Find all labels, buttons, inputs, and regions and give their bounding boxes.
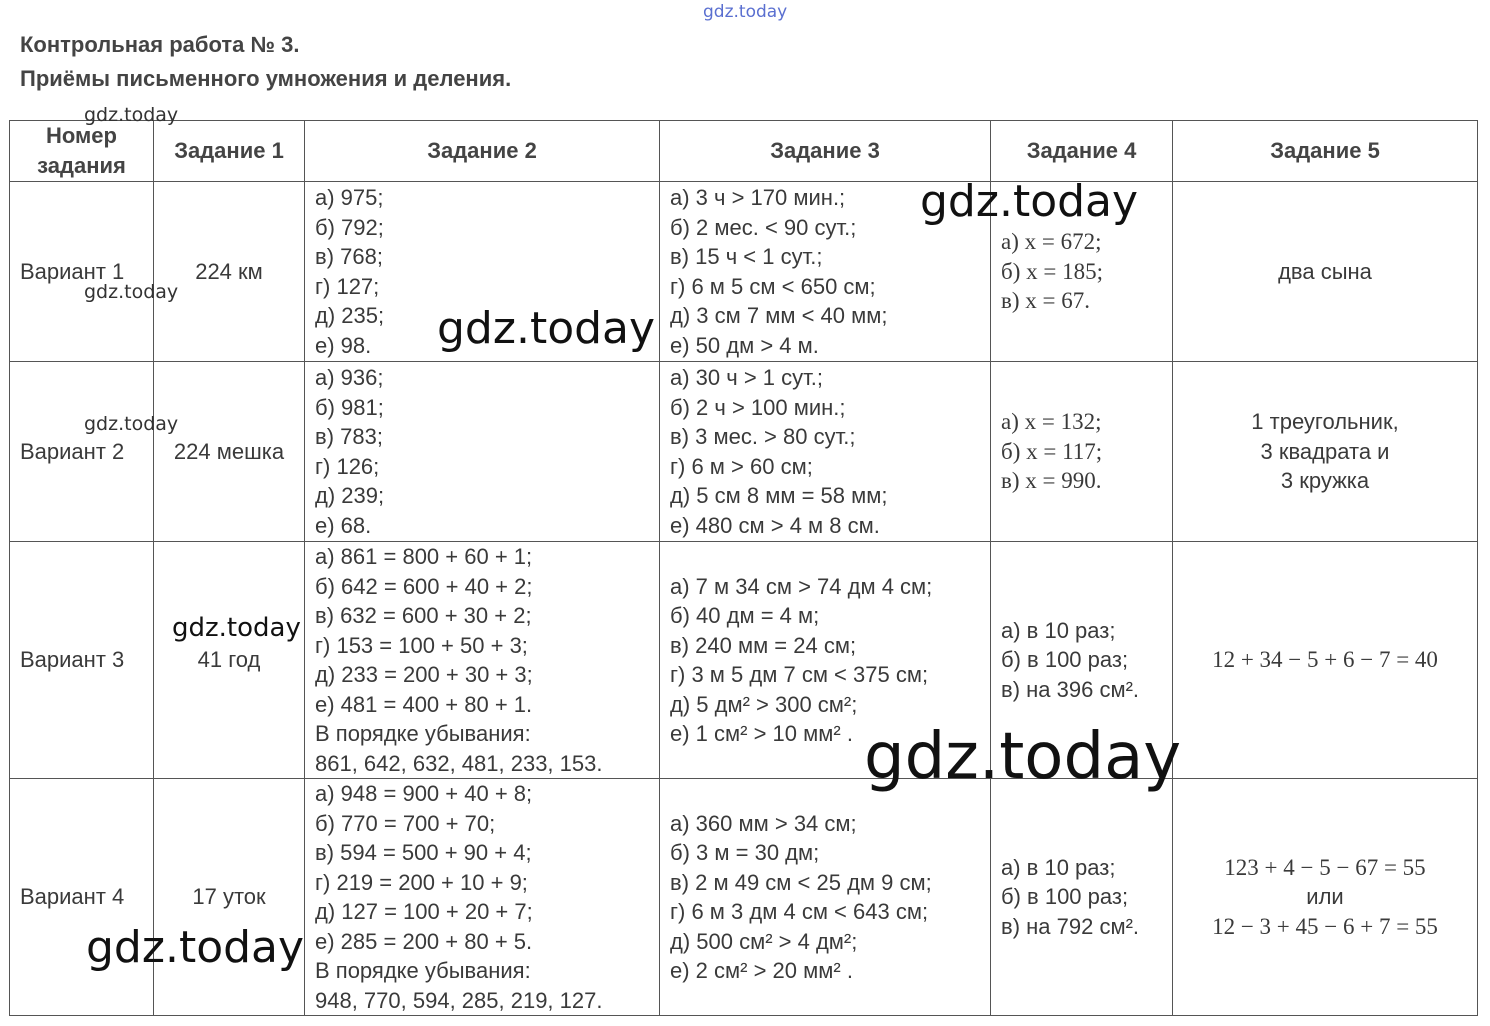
task1-cell: 224 мешка xyxy=(154,362,305,542)
cell-line: 123 + 4 − 5 − 67 = 55 xyxy=(1224,854,1426,880)
cell-line: б) в 100 раз; xyxy=(1001,884,1129,910)
task1-cell: 41 год xyxy=(154,542,305,779)
cell-line: а) в 10 раз; xyxy=(1001,854,1116,880)
cell-line: в) 15 ч < 1 сут.; xyxy=(670,244,823,269)
watermark-overlay: gdz.today xyxy=(920,176,1139,227)
watermark-top: gdz.today xyxy=(703,2,788,22)
cell-line: 1 треугольник, xyxy=(1251,409,1399,435)
cell-line: б) x = 117; xyxy=(1001,438,1103,464)
task2-cell xyxy=(305,779,660,1016)
variant-cell: Вариант 4 xyxy=(10,779,154,1016)
cell-line: г) 6 м 5 см < 650 см; xyxy=(670,273,876,299)
table-row xyxy=(10,542,1478,779)
task2-cell xyxy=(305,542,660,779)
task5-cell xyxy=(1173,182,1478,362)
cell-line: д) 3 см 7 мм < 40 мм; xyxy=(670,303,888,328)
watermark-overlay: gdz.today xyxy=(84,104,179,126)
header-task4: Задание 4 xyxy=(991,121,1173,182)
cell-line: в) 240 мм = 24 см; xyxy=(670,632,857,658)
cell-line: е) 50 дм > 4 м. xyxy=(670,332,819,358)
cell-line: е) 1 см² > 10 мм² . xyxy=(670,721,853,746)
header-task2: Задание 2 xyxy=(305,121,660,182)
cell-line: г) 3 м 5 дм 7 см < 375 см; xyxy=(670,662,929,687)
task3-cell xyxy=(660,779,991,1016)
cell-line: в) 594 = 500 + 90 + 4; xyxy=(315,840,532,865)
cell-line: а) 975; xyxy=(315,185,384,210)
variant-cell: Вариант 3 xyxy=(10,542,154,779)
cell-line: или xyxy=(1306,884,1344,910)
cell-line: д) 5 см 8 мм = 58 мм; xyxy=(670,483,888,508)
task5-cell xyxy=(1173,362,1478,542)
cell-line: 3 кружка xyxy=(1280,468,1370,494)
header-row xyxy=(10,121,1478,182)
cell-line: е) 2 см² > 20 мм² . xyxy=(670,958,853,983)
page-subtitle: Приёмы письменного умножения и деления. xyxy=(20,66,512,91)
cell-line: два сына xyxy=(1278,258,1372,284)
cell-line: 3 квадрата и xyxy=(1260,438,1390,464)
table-row xyxy=(10,362,1478,542)
cell-line: г) 126; xyxy=(315,453,380,479)
cell-line: в) x = 990. xyxy=(1001,468,1102,494)
cell-line: б) x = 185; xyxy=(1001,258,1103,284)
cell-line: в) 768; xyxy=(315,244,383,269)
cell-line: а) 7 м 34 см > 74 дм 4 см; xyxy=(670,573,933,599)
header-task5: Задание 5 xyxy=(1173,121,1478,182)
watermark-overlay: gdz.today xyxy=(172,613,301,643)
cell-line: б) 2 ч > 100 мин.; xyxy=(670,394,846,420)
task5-cell xyxy=(1173,779,1478,1016)
cell-line: а) в 10 раз; xyxy=(1001,617,1116,643)
cell-line: д) 233 = 200 + 30 + 3; xyxy=(315,662,533,687)
header-task1: Задание 1 xyxy=(154,121,305,182)
cell-line: б) в 100 раз; xyxy=(1001,647,1129,673)
cell-line: 861, 642, 632, 481, 233, 153. xyxy=(315,750,603,776)
header-task-number: Номер задания xyxy=(10,121,154,182)
watermark-overlay: gdz.today xyxy=(86,922,305,973)
task4-cell xyxy=(991,362,1173,542)
task3-cell xyxy=(660,182,991,362)
cell-line: в) 3 мес. > 80 сут.; xyxy=(670,424,856,449)
cell-line: б) 3 м = 30 дм; xyxy=(670,840,820,865)
task1-cell: 17 уток xyxy=(154,779,305,1016)
cell-line: г) 6 м > 60 см; xyxy=(670,453,813,479)
cell-line: д) 127 = 100 + 20 + 7; xyxy=(315,899,533,924)
cell-line: В порядке убывания: xyxy=(315,721,531,746)
task2-cell xyxy=(305,182,660,362)
cell-line: в) 783; xyxy=(315,424,383,449)
cell-line: б) 792; xyxy=(315,214,384,240)
cell-line: б) 2 мес. < 90 сут.; xyxy=(670,214,857,240)
cell-line: е) 285 = 200 + 80 + 5. xyxy=(315,928,533,954)
answers-table xyxy=(9,120,1478,1016)
header-task3: Задание 3 xyxy=(660,121,991,182)
cell-line: в) на 396 см². xyxy=(1001,676,1140,702)
cell-line: е) 98. xyxy=(315,332,372,358)
cell-line: а) x = 672; xyxy=(1001,229,1102,255)
cell-line: а) 3 ч > 170 мин.; xyxy=(670,185,846,210)
cell-line: 12 + 34 − 5 + 6 − 7 = 40 xyxy=(1212,647,1438,673)
cell-line: е) 68. xyxy=(315,512,372,538)
cell-line: а) 30 ч > 1 сут.; xyxy=(670,365,824,390)
cell-line: В порядке убывания: xyxy=(315,958,531,983)
cell-line: а) 861 = 800 + 60 + 1; xyxy=(315,544,533,569)
task4-cell xyxy=(991,542,1173,779)
watermark-overlay: gdz.today xyxy=(84,281,179,303)
cell-line: д) 235; xyxy=(315,303,385,328)
page-title: Контрольная работа № 3. xyxy=(20,32,300,57)
cell-line: г) 127; xyxy=(315,273,380,299)
task2-cell xyxy=(305,362,660,542)
cell-line: б) 770 = 700 + 70; xyxy=(315,810,496,836)
cell-line: г) 6 м 3 дм 4 см < 643 см; xyxy=(670,899,929,924)
variant-cell: Вариант 2 xyxy=(10,362,154,542)
watermark-overlay: gdz.today xyxy=(437,303,656,354)
cell-line: б) 642 = 600 + 40 + 2; xyxy=(315,573,533,599)
cell-line: д) 500 см² > 4 дм²; xyxy=(670,928,858,954)
cell-line: 948, 770, 594, 285, 219, 127. xyxy=(315,987,603,1013)
cell-line: в) на 792 см². xyxy=(1001,913,1140,939)
table-row xyxy=(10,182,1478,362)
cell-line: д) 239; xyxy=(315,483,385,508)
cell-line: б) 40 дм = 4 м; xyxy=(670,603,820,628)
cell-line: б) 981; xyxy=(315,394,384,420)
variant-cell: Вариант 1 xyxy=(10,182,154,362)
cell-line: а) 360 мм > 34 см; xyxy=(670,810,857,836)
cell-line: е) 480 см > 4 м 8 см. xyxy=(670,512,880,538)
cell-line: а) x = 132; xyxy=(1001,409,1102,435)
task4-cell xyxy=(991,182,1173,362)
task3-cell xyxy=(660,362,991,542)
cell-line: а) 936; xyxy=(315,365,384,390)
task5-cell xyxy=(1173,542,1478,779)
cell-line: е) 481 = 400 + 80 + 1. xyxy=(315,691,533,717)
task1-cell: 224 км xyxy=(154,182,305,362)
cell-line: д) 5 дм² > 300 см²; xyxy=(670,691,858,717)
watermark-overlay: gdz.today xyxy=(84,413,179,435)
cell-line: в) 632 = 600 + 30 + 2; xyxy=(315,603,532,628)
table-row xyxy=(10,779,1478,1016)
task4-cell xyxy=(991,779,1173,1016)
cell-line: г) 153 = 100 + 50 + 3; xyxy=(315,632,528,658)
cell-line: в) x = 67. xyxy=(1001,288,1090,314)
cell-line: г) 219 = 200 + 10 + 9; xyxy=(315,869,528,895)
task3-cell xyxy=(660,542,991,779)
cell-line: а) 948 = 900 + 40 + 8; xyxy=(315,781,533,806)
cell-line: 12 − 3 + 45 − 6 + 7 = 55 xyxy=(1212,913,1438,939)
cell-line: в) 2 м 49 см < 25 дм 9 см; xyxy=(670,869,932,895)
watermark-overlay: gdz.today xyxy=(864,720,1182,794)
